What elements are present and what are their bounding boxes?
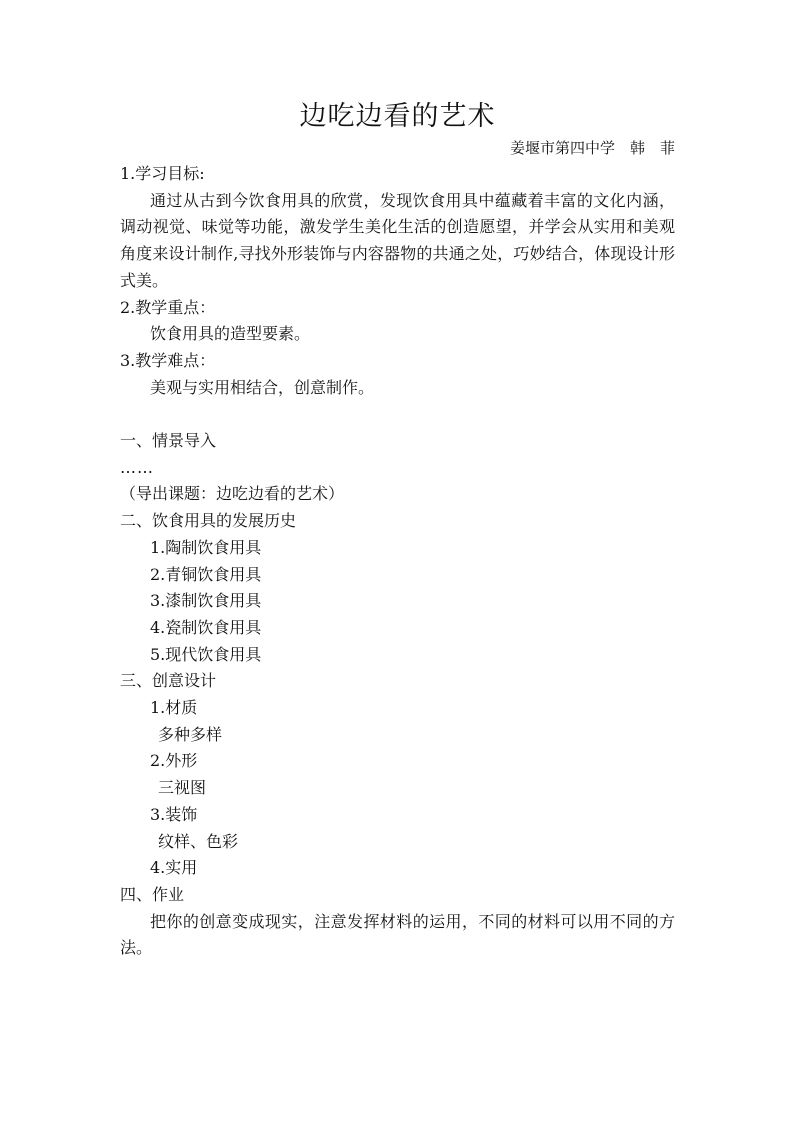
blank-line bbox=[120, 401, 675, 428]
document-body bbox=[120, 161, 675, 962]
section3-item-label: 3.装饰 bbox=[150, 804, 198, 824]
section1-note: （导出课题：边吃边看的艺术） bbox=[120, 484, 345, 504]
section3-item-label: 2.外形 bbox=[150, 751, 198, 771]
key-points-text: 饮食用具的造型要素。 bbox=[150, 324, 311, 344]
section1-ellipsis: …… bbox=[120, 457, 154, 477]
section3-item-detail: 三视图 bbox=[158, 778, 207, 798]
section4-text-content: 把你的创意变成现实，注意发挥材料的运用，不同的材料可以用不同的方法。 bbox=[120, 911, 675, 958]
difficulties-text: 美观与实用相结合，创意制作。 bbox=[150, 377, 375, 397]
section4-heading: 四、作业 bbox=[120, 884, 185, 904]
document-title: 边吃边看的艺术 bbox=[299, 101, 496, 132]
author-line: 姜堰市第四中学 韩 菲 bbox=[509, 139, 675, 157]
section2-item: 5.现代饮食用具 bbox=[150, 644, 262, 664]
section2-item: 3.漆制饮食用具 bbox=[150, 591, 262, 611]
difficulties-heading: 3.教学难点： bbox=[120, 350, 216, 370]
objectives-text bbox=[120, 188, 675, 295]
section3-item-label: 1.材质 bbox=[150, 698, 198, 718]
section4-text bbox=[120, 909, 675, 962]
section3-item-label: 4.实用 bbox=[150, 858, 198, 878]
section3-item-detail: 多种多样 bbox=[158, 724, 223, 744]
objectives-text-content: 通过从古到今饮食用具的欣赏，发现饮食用具中蕴藏着丰富的文化内涵，调动视觉、味觉等功能，激发学生美化生活的创造愿望，并学会从实用和美观角度来设计制作,寻找外形装饰与内容器物的共通之处，巧妙结合，体现设计形式美。 bbox=[120, 190, 675, 290]
section2-item: 2.青铜饮食用具 bbox=[150, 564, 262, 584]
section2-item: 4.瓷制饮食用具 bbox=[150, 617, 262, 637]
section2-heading: 二、饮食用具的发展历史 bbox=[120, 511, 297, 531]
objectives-heading: 1.学习目标: bbox=[120, 164, 205, 183]
key-points-heading: 2.教学重点： bbox=[120, 297, 216, 317]
section3-item-detail: 纹样、色彩 bbox=[158, 831, 239, 851]
section1-heading: 一、情景导入 bbox=[120, 431, 217, 451]
section2-item: 1.陶制饮食用具 bbox=[150, 537, 262, 557]
document-page bbox=[120, 0, 675, 1123]
section3-heading: 三、创意设计 bbox=[120, 671, 217, 691]
